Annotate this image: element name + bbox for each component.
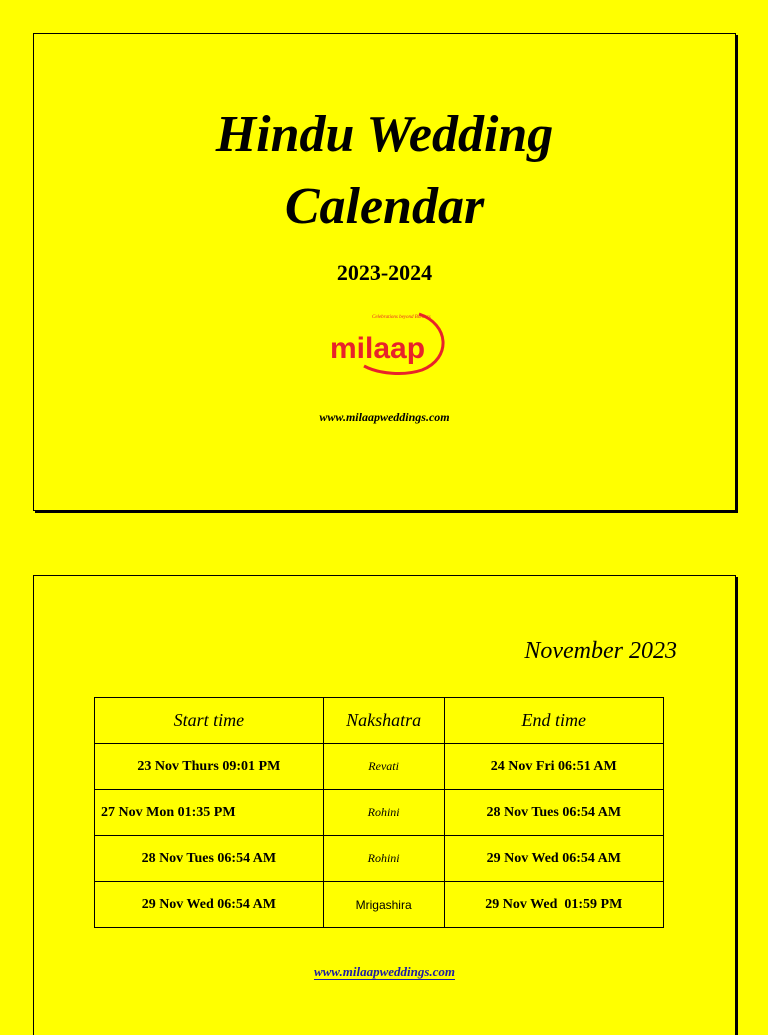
- logo-wordmark: milaap: [330, 332, 426, 365]
- end-time-cell: 28 Nov Tues 06:54 AM: [444, 790, 663, 836]
- start-time-cell: 27 Nov Mon 01:35 PM: [95, 790, 324, 836]
- title-line-2: Calendar: [284, 178, 485, 235]
- milaap-logo: [324, 306, 454, 378]
- end-time-cell: 29 Nov Wed 06:54 AM: [444, 836, 663, 882]
- table-row: [95, 744, 664, 790]
- start-time-cell: 23 Nov Thurs 09:01 PM: [95, 744, 324, 790]
- end-time-cell: 24 Nov Fri 06:51 AM: [444, 744, 663, 790]
- nakshatra-cell: Mrigashira: [323, 882, 444, 928]
- nakshatra-cell: Rohini: [323, 836, 444, 882]
- nakshatra-cell: Rohini: [323, 790, 444, 836]
- start-time-cell: 28 Nov Tues 06:54 AM: [95, 836, 324, 882]
- nakshatra-cell: Revati: [323, 744, 444, 790]
- cover-website: www.milaapweddings.com: [319, 410, 450, 424]
- table-row: [95, 836, 664, 882]
- header-end-time: End time: [444, 698, 663, 744]
- table-row: [95, 882, 664, 928]
- cover-page: [33, 33, 736, 511]
- month-title: November 2023: [524, 638, 677, 664]
- logo-tagline: Celebrations beyond Borders: [372, 315, 431, 320]
- table-row: [95, 790, 664, 836]
- year-range: 2023-2024: [336, 260, 433, 285]
- footer-website: [34, 964, 735, 980]
- header-start-time: Start time: [95, 698, 324, 744]
- november-page: [33, 575, 736, 1035]
- website-link[interactable]: www.milaapweddings.com: [313, 964, 456, 979]
- title-line-1: Hindu Wedding: [215, 106, 554, 163]
- end-time-cell: 29 Nov Wed 01:59 PM: [444, 882, 663, 928]
- muhurat-table: [94, 697, 664, 928]
- header-nakshatra: Nakshatra: [323, 698, 444, 744]
- start-time-cell: 29 Nov Wed 06:54 AM: [95, 882, 324, 928]
- table-header-row: [95, 698, 664, 744]
